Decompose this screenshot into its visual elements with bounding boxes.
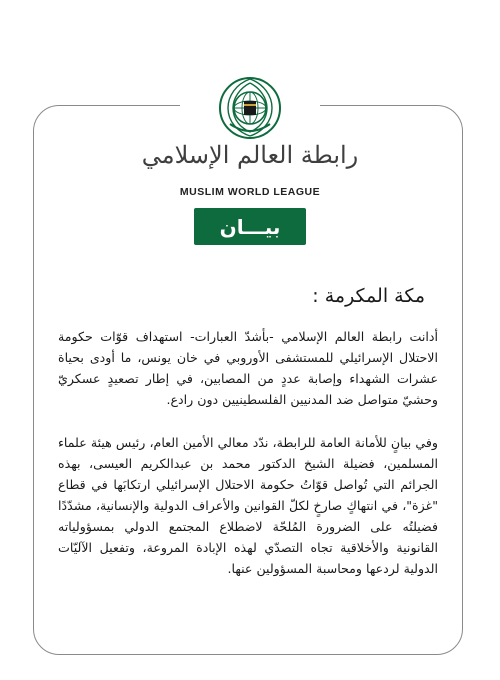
statement-badge [194,208,306,245]
org-name-arabic: رابطة العالم الإسلامي [141,141,359,169]
mwl-logo-icon [218,76,282,140]
statement-badge-label: بيـــان [219,214,281,239]
paragraph-1: أدانت رابطة العالم الإسلامي -بأشدّ العبارات- استهداف قوّات حكومة الاحتلال الإسرائيلي للمستشفى الأوروبي في خان يونس، ما أودى بحياة عشرات الشهداء وإصابة عددٍ من المصابين، في إطار تصعيدٍ عسكريّ وحشيّ متواصل ضد المدنيين الفلسطينيين دون رادع. [58,329,438,407]
org-name-english: MUSLIM WORLD LEAGUE [179,186,321,198]
paragraph-2: وفي بيانٍ للأمانة العامة للرابطة، ندّد معالي الأمين العام، رئيس هيئة علماء المسلمين، فضيلة الشيخ الدكتور محمد بن عبدالكريم العيسى، بهذه الجرائم التي تُواصل قوّاتُ حكومة الاحتلال الإسرائيلي ارتكابَها في قطاع "غزة"، في انتهاكٍ صارخٍ لكلّ القوانين والأعراف الدولية والإنسانية، مشدّدًا فضيلتُه على الضرورة المُلحّة لاضطلاع المجتمع الدولي بمسؤولياته القانونية والأخلاقية تجاه التصدّي لهذه الإبادة المروعة، وتفعيل الآليّات الدولية لردعها ومحاسبة المسؤولين عنها. [58,435,438,576]
dateline: مكة المكرمة : [312,285,425,307]
